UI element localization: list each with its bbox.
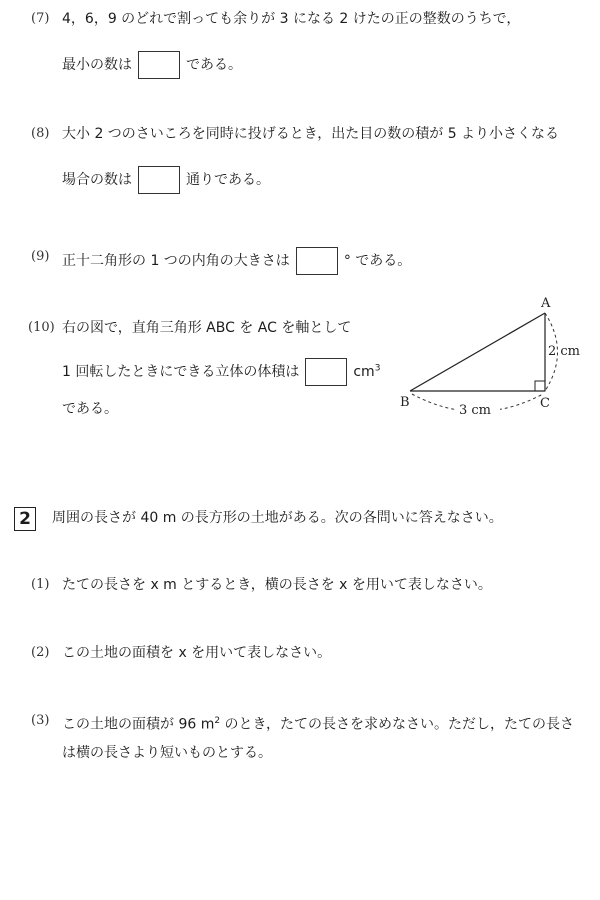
- q8-line2-before: 場合の数は: [62, 172, 132, 188]
- s2-q1-number: (1): [31, 577, 50, 592]
- q10-line2: [62, 358, 380, 386]
- right-angle-mark: [535, 381, 545, 391]
- q8-line2: [62, 166, 270, 194]
- q9-text-after: ° である。: [343, 253, 412, 269]
- vertex-b-label: B: [400, 395, 410, 410]
- vertex-a-label: A: [541, 296, 551, 311]
- q7-line1: 4，6，9 のどれで割っても余りが 3 になる 2 けたの正の整数のうちで，: [62, 11, 521, 27]
- side-ac-label: 2 cm: [548, 344, 581, 359]
- q10-line2-before: 1 回転したときにできる立体の体積は: [62, 364, 300, 380]
- section2-number: 2: [14, 507, 36, 531]
- q10-number: (10): [28, 320, 55, 335]
- q7-number: (7): [31, 11, 50, 26]
- q9-text-before: 正十二角形の 1 つの内角の大きさは: [62, 253, 290, 269]
- hypotenuse-ab: [410, 313, 545, 391]
- q8-answer-box[interactable]: [138, 166, 180, 194]
- q7-answer-box[interactable]: [138, 51, 180, 79]
- q8-line1: 大小 2 つのさいころを同時に投げるとき，出た目の数の積が 5 より小さくなる: [62, 126, 560, 142]
- q9-answer-box[interactable]: [296, 247, 338, 275]
- q8-number: (8): [31, 126, 50, 141]
- section2-intro: 周囲の長さが 40 m の長方形の土地がある。次の各問いに答えなさい。: [52, 510, 503, 526]
- q7-line2-before: 最小の数は: [62, 57, 132, 73]
- q10-unit: $cm^3$: [353, 363, 381, 380]
- s2-q3-line1: この土地の面積が 96 $m^2$ のとき，たての長さを求めなさい。ただし，たての長さ: [62, 716, 574, 733]
- triangle-diagram: [398, 293, 598, 423]
- q9-line: [62, 247, 411, 275]
- q10-answer-box[interactable]: [305, 358, 347, 386]
- q10-line1: 右の図で，直角三角形 ABC を AC を軸として: [62, 320, 352, 336]
- q9-number: (9): [31, 249, 50, 264]
- s2-q2-number: (2): [31, 645, 50, 660]
- q7-line2-after: である。: [186, 57, 242, 73]
- q8-line2-after: 通りである。: [186, 172, 270, 188]
- q10-line3: である。: [62, 401, 118, 417]
- s2-q3-number: (3): [31, 713, 50, 728]
- vertex-c-label: C: [540, 396, 550, 411]
- q7-line2: [62, 51, 242, 79]
- s2-q2-text: この土地の面積を x を用いて表しなさい。: [62, 645, 332, 661]
- s2-q1-text: たての長さを x m とするとき，横の長さを x を用いて表しなさい。: [62, 577, 492, 593]
- side-bc-label: 3 cm: [459, 403, 492, 418]
- s2-q3-line2: は横の長さより短いものとする。: [62, 745, 272, 761]
